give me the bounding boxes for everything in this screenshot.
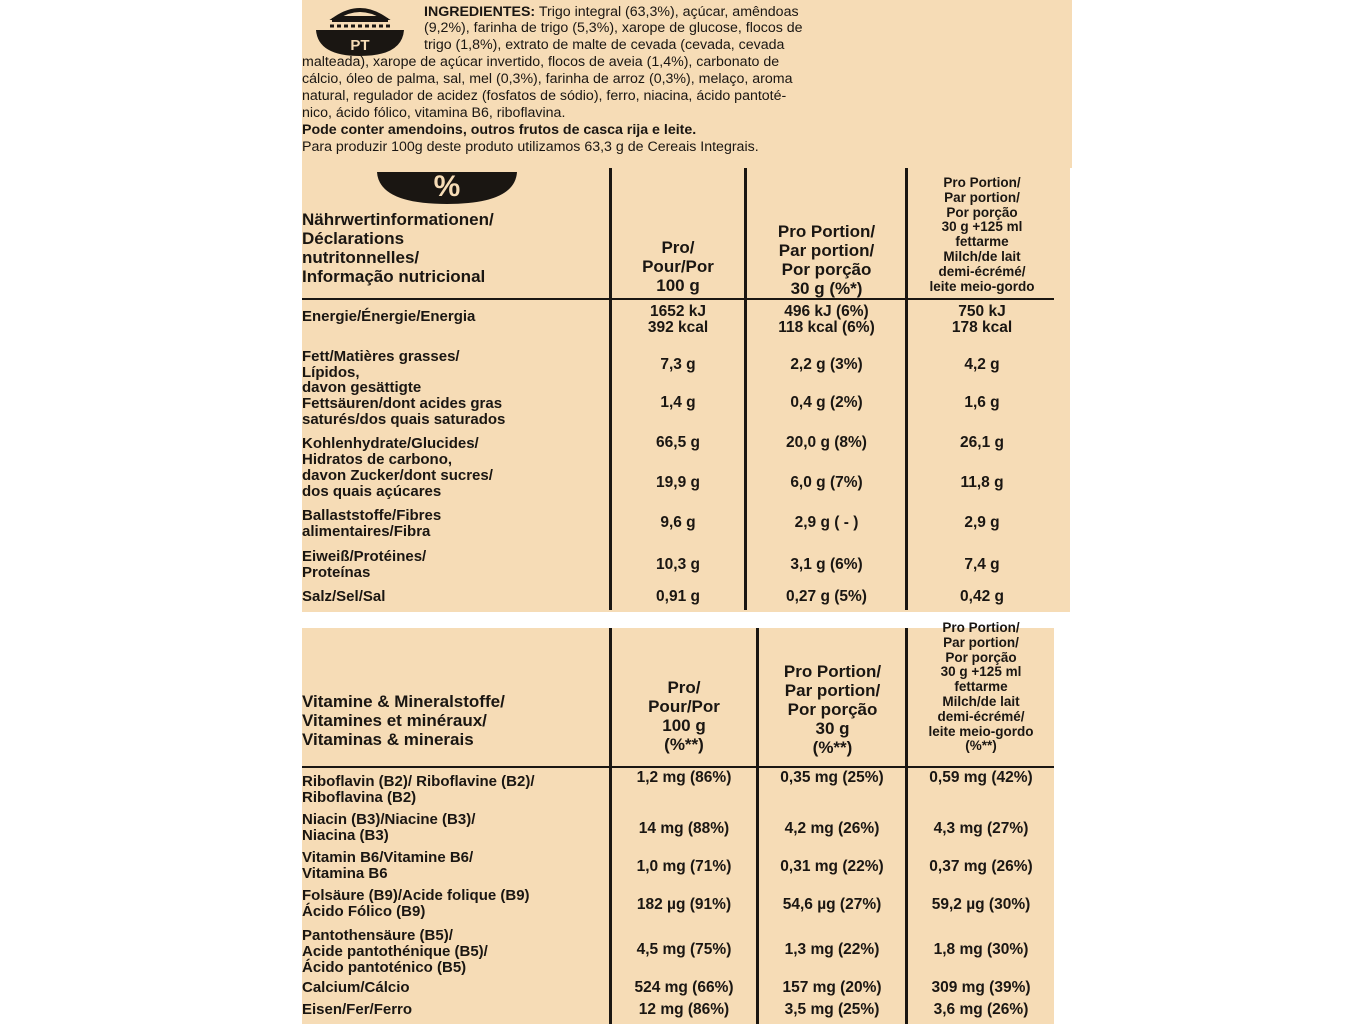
- sugars-100g: 19,9 g: [656, 474, 700, 491]
- vitamins-header-name: Vitamine & Mineralstoffe/ Vitamines et minéraux/ Vitaminas & minerais: [302, 692, 505, 749]
- svg-text:%: %: [433, 170, 461, 203]
- iron-portion-milk: 3,6 mg (26%): [933, 1001, 1029, 1018]
- vitamin-folic-acid: Folsäure (B9)/Acide folique (B9) Ácido Fólico (B9): [302, 887, 530, 920]
- carbs-portion: 20,0 g (8%): [786, 434, 867, 451]
- ingredients-line: trigo (1,8%), extrato de malte de cevada (cevada, cevada: [424, 37, 785, 53]
- ingredients-line: (9,2%), farinha de trigo (5,3%), xarope de glucose, flocos de: [424, 20, 803, 36]
- iron-portion: 3,5 mg (25%): [784, 1001, 880, 1018]
- nutrient-sugars: davon Zucker/dont sucres/ dos quais açúcares: [302, 467, 493, 500]
- pantothenic-100g: 4,5 mg (75%): [636, 941, 732, 958]
- b6-100g: 1,0 mg (71%): [636, 858, 732, 875]
- calcium-100g: 524 mg (66%): [634, 979, 734, 996]
- mineral-iron: Eisen/Fer/Ferro: [302, 1001, 413, 1018]
- salt-portion-milk: 0,42 g: [960, 588, 1004, 605]
- vitamins-header-100g: Pro/ Pour/Por 100 g (%**): [648, 678, 720, 754]
- carbs-portion-milk: 26,1 g: [960, 434, 1004, 451]
- ingredients-title: INGREDIENTES:: [424, 4, 536, 20]
- nutrient-protein: Eiweiß/Protéines/ Proteínas: [302, 548, 427, 581]
- vitamin-b6: Vitamin B6/Vitamine B6/ Vitamina B6: [302, 849, 474, 882]
- saturated-portion: 0,4 g (2%): [790, 394, 863, 411]
- ingredients-line: nico, ácido fólico, vitamina B6, riboflavina.: [302, 105, 566, 121]
- nutrient-salt: Salz/Sel/Sal: [302, 588, 386, 605]
- protein-portion-milk: 7,4 g: [964, 556, 1000, 573]
- nutrition-header-portion-milk: Pro Portion/ Par portion/ Por porção 30 g +125 ml fettarme Milch/de lait demi-écrémé/ leite meio-gordo: [929, 175, 1035, 294]
- nutrient-fat: Fett/Matières grasses/ Lípidos,: [302, 348, 460, 381]
- fat-100g: 7,3 g: [660, 356, 696, 373]
- folic-portion: 54,6 µg (27%): [782, 896, 882, 913]
- bowl-icon: [306, 4, 414, 58]
- nutrition-table: [302, 168, 1072, 613]
- vitamins-header-portion: Pro Portion/ Par portion/ Por porção 30 g (%**): [783, 662, 882, 757]
- riboflavin-portion-milk: 0,59 mg (42%): [929, 769, 1033, 786]
- ingredients-line: cálcio, óleo de palma, sal, mel (0,3%), farinha de arroz (0,3%), melaço, aroma: [302, 71, 793, 87]
- nutrient-carbohydrates: Kohlenhydrate/Glucides/ Hidratos de carbono,: [302, 435, 479, 468]
- fat-portion-milk: 4,2 g: [964, 356, 1000, 373]
- ingredients-line-1: [424, 4, 1064, 21]
- wholegrain-note: Para produzir 100g deste produto utilizamos 63,3 g de Cereais Integrais.: [302, 139, 759, 155]
- nutrition-header-portion: Pro Portion/ Par portion/ Por porção 30 g (%*): [777, 222, 876, 298]
- saturated-100g: 1,4 g: [660, 394, 696, 411]
- nutrient-energy: Energie/Énergie/Energia: [302, 308, 476, 325]
- carbs-100g: 66,5 g: [656, 434, 700, 451]
- salt-100g: 0,91 g: [656, 588, 700, 605]
- calcium-portion-milk: 309 mg (39%): [931, 979, 1031, 996]
- country-code: PT: [350, 37, 370, 54]
- energy-portion: 496 kJ (6%) 118 kcal (6%): [778, 303, 875, 336]
- folic-100g: 182 µg (91%): [636, 896, 732, 913]
- pantothenic-portion: 1,3 mg (22%): [784, 941, 880, 958]
- protein-100g: 10,3 g: [656, 556, 700, 573]
- b6-portion: 0,31 mg (22%): [780, 858, 884, 875]
- fat-portion: 2,2 g (3%): [790, 356, 863, 373]
- sugars-portion: 6,0 g (7%): [790, 474, 863, 491]
- nutrition-label: [302, 0, 1072, 1024]
- nutrition-header-name: Nährwertinformationen/ Déclarations nutritonnelles/ Informação nutricional: [302, 210, 494, 286]
- folic-portion-milk: 59,2 µg (30%): [931, 896, 1031, 913]
- fibre-portion: 2,9 g ( - ): [794, 514, 859, 531]
- vitamins-table: [302, 612, 1072, 1024]
- ingredients-text: Trigo integral (63,3%), açúcar, amêndoas: [538, 4, 799, 20]
- ingredients-section: [302, 0, 1072, 168]
- fibre-portion-milk: 2,9 g: [964, 514, 1000, 531]
- ingredients-line: natural, regulador de acidez (fosfatos de sódio), ferro, niacina, ácido pantoté-: [302, 88, 787, 104]
- vitamins-header-portion-milk: Pro Portion/ Par portion/ Por porção 30 g +125 ml fettarme Milch/de lait demi-écrémé/ leite meio-gordo (%**): [928, 620, 1034, 754]
- mineral-calcium: Calcium/Cálcio: [302, 979, 410, 996]
- pantothenic-portion-milk: 1,8 mg (30%): [933, 941, 1029, 958]
- iron-100g: 12 mg (86%): [638, 1001, 730, 1018]
- nutrient-fibre: Ballaststoffe/Fibres alimentaires/Fibra: [302, 507, 442, 540]
- allergen-note: Pode conter amendoins, outros frutos de casca rija e leite.: [302, 122, 697, 138]
- ingredients-line: malteada), xarope de açúcar invertido, flocos de aveia (1,4%), carbonato de: [302, 54, 780, 70]
- nutrient-saturated-fat: davon gesättigte Fettsäuren/dont acides gras saturés/dos quais saturados: [302, 379, 506, 428]
- saturated-portion-milk: 1,6 g: [964, 394, 1000, 411]
- sugars-portion-milk: 11,8 g: [960, 474, 1004, 491]
- niacin-portion-milk: 4,3 mg (27%): [933, 820, 1029, 837]
- vitamin-riboflavin: Riboflavin (B2)/ Riboflavine (B2)/ Riboflavina (B2): [302, 773, 535, 806]
- niacin-100g: 14 mg (88%): [638, 820, 730, 837]
- vitamin-niacin: Niacin (B3)/Niacine (B3)/ Niacina (B3): [302, 811, 476, 844]
- energy-100g: 1652 kJ 392 kcal: [647, 303, 709, 336]
- vitamin-pantothenic-acid: Pantothensäure (B5)/ Acide pantothénique (B5)/ Ácido pantoténico (B5): [302, 927, 488, 976]
- fibre-100g: 9,6 g: [660, 514, 696, 531]
- niacin-portion: 4,2 mg (26%): [784, 820, 880, 837]
- nutrition-header-100g: Pro/ Pour/Por 100 g: [642, 238, 714, 295]
- salt-portion: 0,27 g (5%): [786, 588, 867, 605]
- protein-portion: 3,1 g (6%): [790, 556, 863, 573]
- riboflavin-portion: 0,35 mg (25%): [780, 769, 884, 786]
- energy-portion-milk: 750 kJ 178 kcal: [951, 303, 1013, 336]
- b6-portion-milk: 0,37 mg (26%): [929, 858, 1033, 875]
- riboflavin-100g: 1,2 mg (86%): [636, 769, 732, 786]
- calcium-portion: 157 mg (20%): [782, 979, 882, 996]
